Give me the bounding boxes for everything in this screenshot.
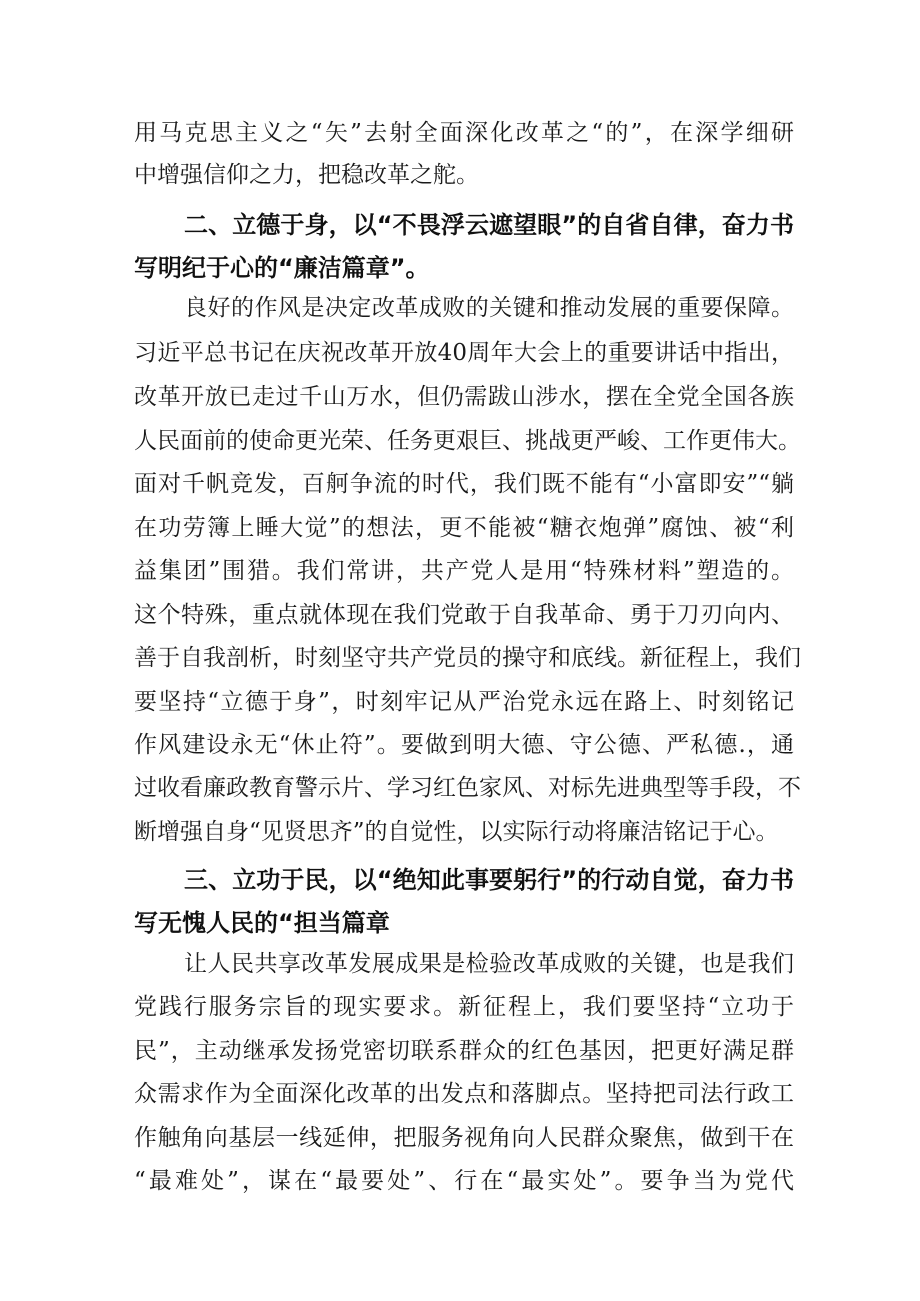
paragraph-1-line-1: 用马克思主义之“矢”去射全面深化改革之“的”，在深学细研 <box>134 120 794 146</box>
section-2-heading-line-2: 写明纪于心的“廉洁篇章”。 <box>134 254 430 282</box>
paragraph-2-line-10: 要坚持“立德于身”，时刻牢记从严治党永远在路上、时刻铭记 <box>134 689 794 715</box>
paragraph-2-line-5: 面对千帆竞发，百舸争流的时代，我们既不能有“小富即安”“躺 <box>134 471 794 497</box>
section-3-heading-line-1: 三、立功于民，以“绝知此事要躬行”的行动自觉，奋力书 <box>184 866 794 894</box>
paragraph-2-line-6: 在功劳簿上睡大觉”的想法，更不能被“糖衣炮弹”腐蚀、被“利 <box>134 515 794 541</box>
section-2-heading-line-1: 二、立德于身，以“不畏浮云遮望眼”的自省自律，奋力书 <box>184 211 794 239</box>
paragraph-3-line-6: “最难处”，谋在“最要处”、行在“最实处”。要争当为党代 <box>134 1168 794 1194</box>
paragraph-3-line-2: 党践行服务宗旨的现实要求。新征程上，我们要坚持“立功于 <box>134 994 794 1020</box>
paragraph-2-line-11: 作风建设永无“休止符”。要做到明大德、守公德、严私德.，通 <box>134 732 794 758</box>
paragraph-3-line-4: 众需求作为全面深化改革的出发点和落脚点。坚持把司法行政工 <box>134 1081 794 1107</box>
paragraph-2-line-4: 人民面前的使命更光荣、任务更艰巨、挑战更严峻、工作更伟大。 <box>134 428 801 454</box>
paragraph-2-line-12: 过收看廉政教育警示片、学习红色家风、对标先进典型等手段，不 <box>134 775 801 801</box>
paragraph-2-line-2: 习近平总书记在庆祝改革开放40周年大会上的重要讲话中指出， <box>134 340 794 366</box>
paragraph-3-line-1: 让人民共享改革发展成果是检验改革成败的关键，也是我们 <box>184 951 794 977</box>
section-3-heading-line-2: 写无愧人民的“担当篇章 <box>134 909 390 937</box>
paragraph-2-line-7: 益集团”围猎。我们常讲，共产党人是用“特殊材料”塑造的。 <box>134 558 794 584</box>
paragraph-1-line-2: 中增强信仰之力，把稳改革之舵。 <box>134 162 479 188</box>
paragraph-2-line-3: 改革开放已走过千山万水，但仍需跋山涉水，摆在全党全国各族 <box>134 384 794 410</box>
paragraph-3-line-5: 作触角向基层一线延伸，把服务视角向人民群众聚焦，做到干在 <box>134 1125 794 1151</box>
paragraph-2-line-1: 良好的作风是决定改革成败的关键和推动发展的重要保障。 <box>184 295 794 321</box>
paragraph-2-line-13: 断增强自身“见贤思齐”的自觉性，以实际行动将廉洁铭记于心。 <box>134 819 779 845</box>
paragraph-2-line-8: 这个特殊，重点就体现在我们党敢于自我革命、勇于刀刃向内、 <box>134 602 794 628</box>
paragraph-2-line-9: 善于自我剖析，时刻坚守共产党员的操守和底线。新征程上，我们 <box>134 645 801 671</box>
paragraph-3-line-3: 民”，主动继承发扬党密切联系群众的红色基因，把更好满足群 <box>134 1038 794 1064</box>
